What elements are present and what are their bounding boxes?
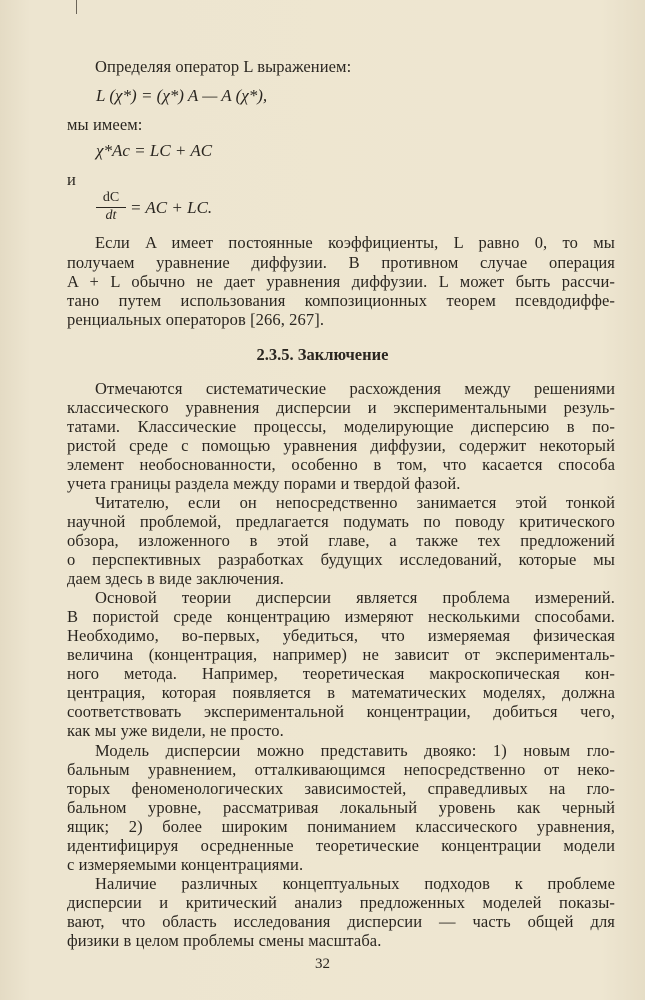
paragraph-line: Необходимо, во-первых, убедиться, что измеряемая физическая xyxy=(67,626,615,645)
paragraph-line: В пористой среде концентрацию измеряют несколькими способами. xyxy=(67,607,615,626)
section-heading: 2.3.5. Заключение xyxy=(256,345,389,364)
paragraph-line: Основой теории дисперсии является проблема измерений. xyxy=(95,588,615,607)
paragraph-line: ного метода. Например, теоретическая макроскопическая кон- xyxy=(67,664,615,683)
paragraph-line: бальным уравнением, отталкивающимся непосредственно от неко- xyxy=(67,760,615,779)
paragraph-line: Читателю, если он непосредственно занимается этой тонкой xyxy=(95,493,615,512)
paragraph-line: научной проблемой, предлагается подумать по поводу критического xyxy=(67,512,615,531)
paragraph-line: Наличие различных концептуальных подходов к проблеме xyxy=(95,874,615,893)
paragraph-line: о перспективных разработках будущих исследований, которые мы xyxy=(67,550,615,569)
paragraph-line: дисперсии и критический анализ предложенных моделей показы- xyxy=(67,893,615,912)
paragraph-line: как мы уже видели, не просто. xyxy=(67,721,284,740)
paragraph-line: A + L обычно не дает уравнения диффузии. L может быть рассчи- xyxy=(67,272,615,291)
formula-operator-definition: L (χ*) = (χ*) A — A (χ*), xyxy=(96,86,268,105)
paragraph-line: Модель дисперсии можно представить двояко: 1) новым гло- xyxy=(95,741,615,760)
paragraph-line: идентифицируя осредненные теоретические концентрации модели xyxy=(67,836,615,855)
fraction-denominator: dt xyxy=(105,208,117,223)
paragraph-line: Если A имеет постоянные коэффициенты, L равно 0, то мы xyxy=(95,233,615,252)
paragraph-line: тано путем использования композиционных теорем псевдодиффе- xyxy=(67,291,615,310)
conjunction-and: и xyxy=(67,170,76,189)
fraction-numerator: dC xyxy=(96,190,126,208)
paragraph-line: вают, что область исследования дисперсии — часть общей для xyxy=(67,912,615,931)
paragraph-line: ристой среде с помощью уравнения диффузии, содержит некоторый xyxy=(67,436,615,455)
paragraph-line: бальном уровне, рассматривая локальный уровень как черный xyxy=(67,798,615,817)
paragraph-line: татами. Классические процессы, моделирующие дисперсию в по- xyxy=(67,417,615,436)
paragraph-line: физики в целом проблемы смены масштаба. xyxy=(67,931,382,950)
paragraph-line: учета границы раздела между порами и твердой фазой. xyxy=(67,474,461,493)
paragraph-line: торых феноменологических зависимостей, справедливых на гло- xyxy=(67,779,615,798)
paragraph-line: элемент необоснованности, особенно в том, что касается способа xyxy=(67,455,615,474)
formula-dc-dt-fraction xyxy=(96,190,126,224)
paragraph-line: соответствовать экспериментальной концентрации, добиться чего, xyxy=(67,702,615,721)
paragraph-line: классического уравнения дисперсии и экспериментальными резуль- xyxy=(67,398,615,417)
formula-chi-ac: χ*Ac = LC + AC xyxy=(96,141,213,160)
paragraph-line: ящик; 2) более широким пониманием классического уравнения, xyxy=(67,817,615,836)
paragraph-line: величина (концентрация, например) не зависит от эксперименталь- xyxy=(67,645,615,664)
paragraph-line: обзора, изложенного в этой главе, а также тех предложений xyxy=(67,531,615,550)
intro-line: Определяя оператор L выражением: xyxy=(95,57,352,76)
paragraph-line: ренциальных операторов [266, 267]. xyxy=(67,310,325,329)
we-have-line: мы имеем: xyxy=(67,115,143,134)
paragraph-line: центрация, которая появляется в математических моделях, должна xyxy=(67,683,615,702)
gutter-mark xyxy=(76,0,77,14)
paragraph-line: даем здесь в виде заключения. xyxy=(67,569,284,588)
paragraph-line: с измеряемыми концентрациями. xyxy=(67,855,304,874)
page-number: 32 xyxy=(315,956,330,972)
paragraph-line: Отмечаются систематические расхождения между решениями xyxy=(95,379,615,398)
formula-dc-dt-rhs: = AC + LC. xyxy=(130,198,213,217)
paragraph-line: получаем уравнение диффузии. В противном случае операция xyxy=(67,253,615,272)
